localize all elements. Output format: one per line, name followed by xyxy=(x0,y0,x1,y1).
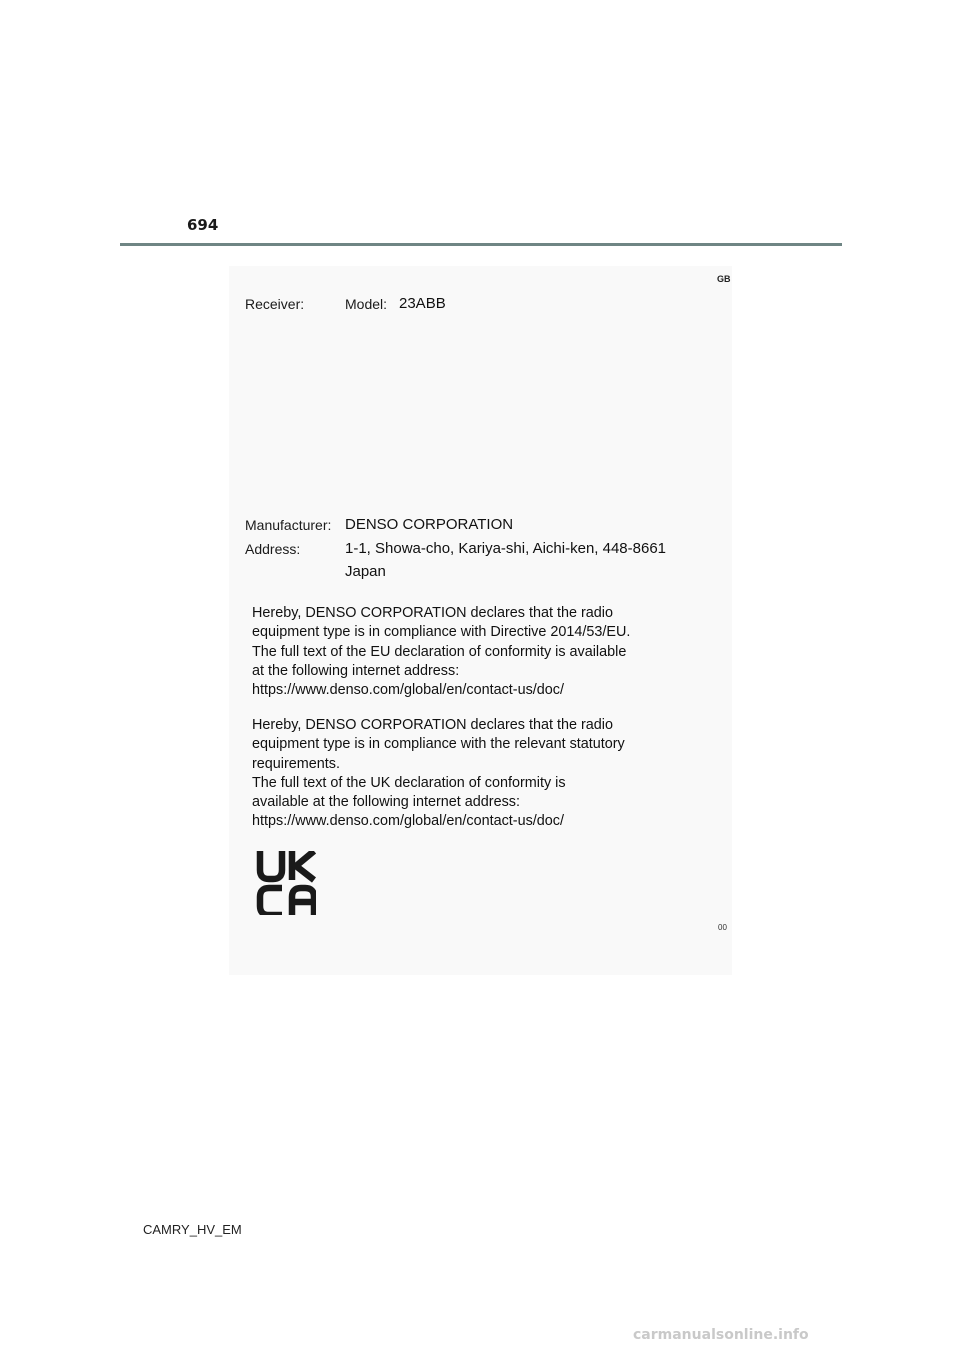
eu-line: Hereby, DENSO CORPORATION declares that the radio xyxy=(252,605,613,621)
page-number: 694 xyxy=(187,216,219,234)
uk-url: https://www.denso.com/global/en/contact-us/doc/ xyxy=(252,813,564,830)
uk-line: requirements. xyxy=(252,755,340,772)
model-value: 23ABB xyxy=(399,295,446,312)
uk-line: equipment type is in compliance with the relevant statutory xyxy=(252,736,625,753)
eu-line: at the following internet address: xyxy=(252,662,460,679)
uk-line: Hereby, DENSO CORPORATION declares that the radio xyxy=(252,717,613,733)
site-watermark: carmanualsonline.info xyxy=(633,1327,809,1343)
eu-line: equipment type is in compliance with Directive 2014/53/EU. xyxy=(252,624,631,641)
eu-declaration-paragraph xyxy=(252,604,692,700)
manufacturer-label: Manufacturer: xyxy=(245,517,332,533)
language-code: GB xyxy=(717,274,731,284)
receiver-label: Receiver: xyxy=(245,296,305,312)
manufacturer-value: DENSO CORPORATION xyxy=(345,516,514,533)
eu-url: https://www.denso.com/global/en/contact-us/doc/ xyxy=(252,682,564,699)
address-line-1: 1-1, Showa-cho, Kariya-shi, Aichi-ken, 448-8661 xyxy=(345,540,667,557)
uk-line: The full text of the UK declaration of conformity is xyxy=(252,774,566,791)
ukca-mark-logo xyxy=(256,851,316,915)
model-label: Model: xyxy=(345,296,388,312)
eu-line: The full text of the EU declaration of conformity is available xyxy=(252,643,627,660)
revision-code: 00 xyxy=(718,923,727,932)
uk-declaration-paragraph xyxy=(252,716,692,832)
header-divider xyxy=(120,243,842,246)
address-line-2: Japan xyxy=(345,563,386,580)
uk-line: available at the following internet address: xyxy=(252,794,520,811)
address-label: Address: xyxy=(245,541,301,557)
declaration-scan xyxy=(229,266,732,975)
manual-model-code: CAMRY_HV_EM xyxy=(143,1222,242,1237)
